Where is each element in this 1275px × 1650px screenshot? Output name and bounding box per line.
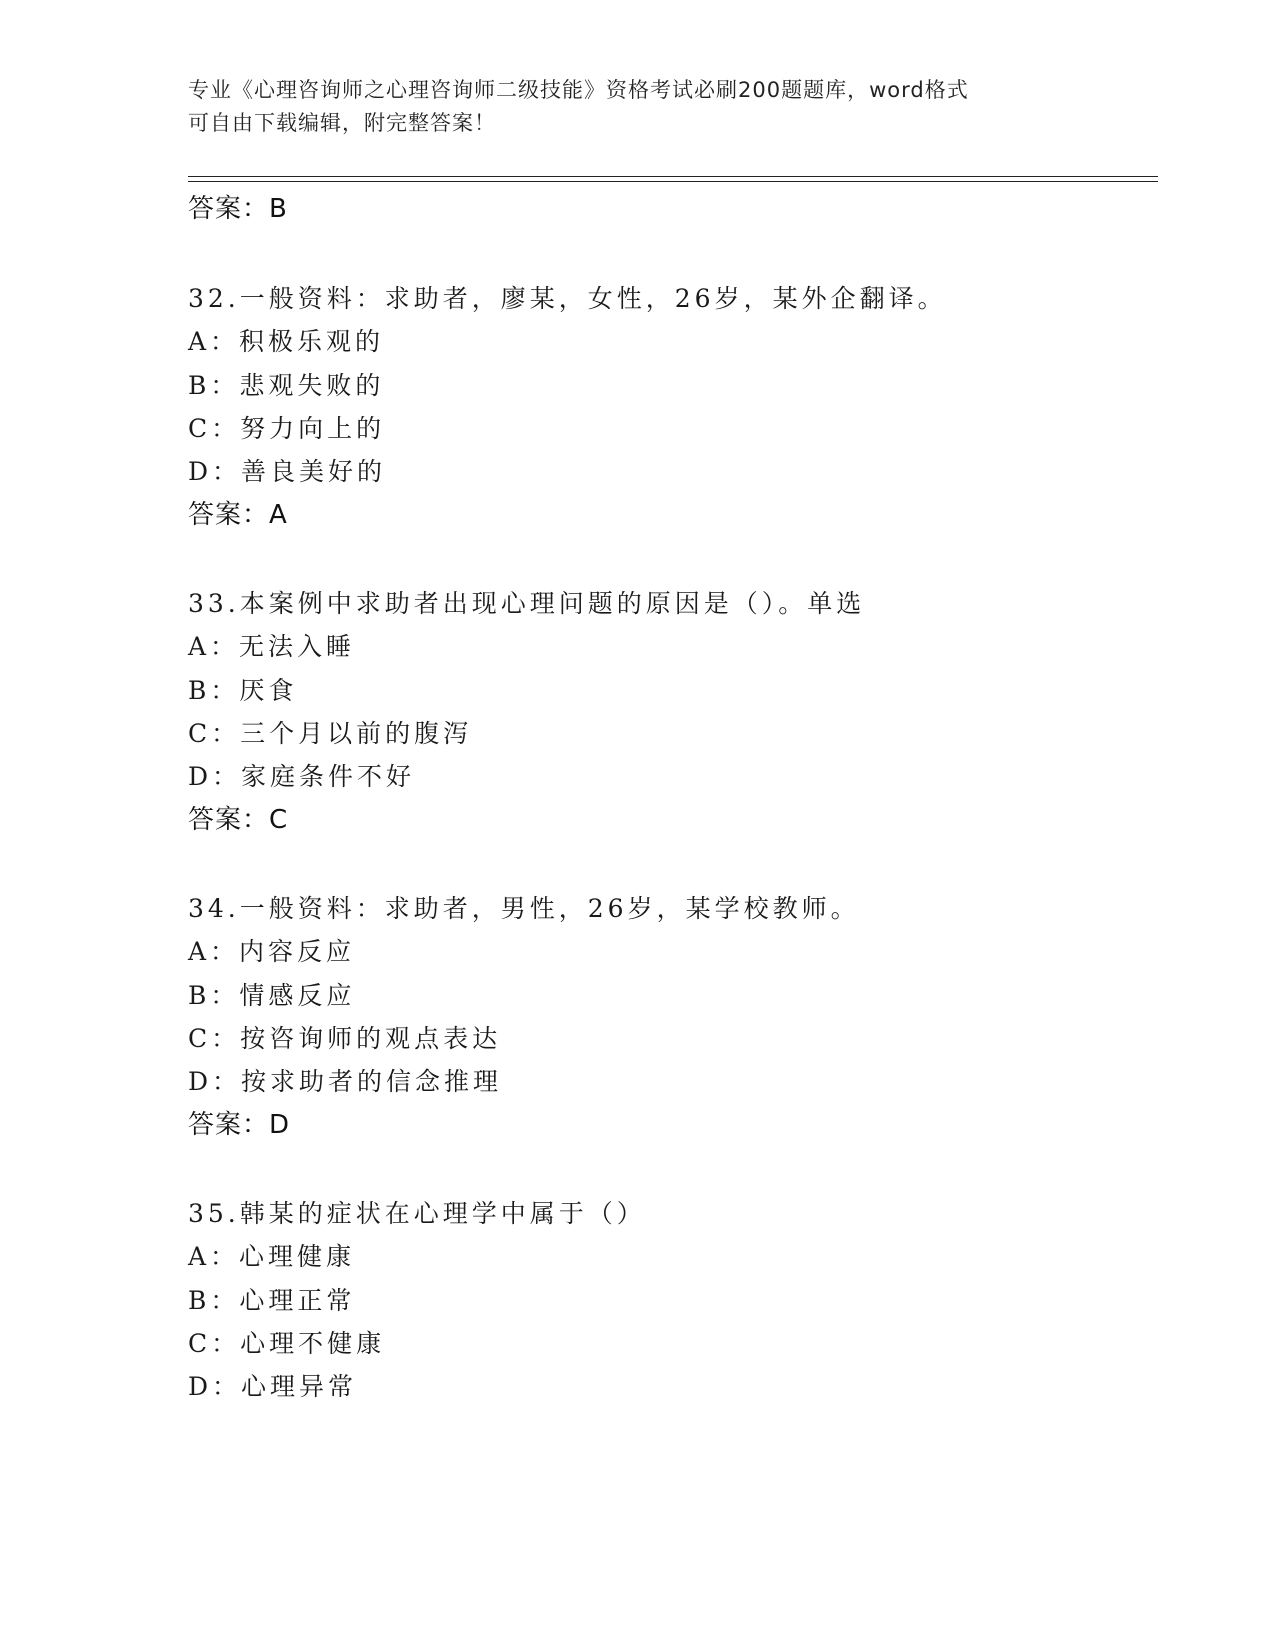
question-stem: 34.一般资料：求助者，男性，26岁，某学校教师。 <box>188 894 860 923</box>
option-d: D：按求助者的信念推理 <box>188 1067 503 1096</box>
previous-answer: 答案：B <box>188 194 288 224</box>
header-divider-bottom <box>188 181 1158 182</box>
answer: 答案：A <box>188 500 288 530</box>
header-line-2: 可自由下载编辑，附完整答案！ <box>188 111 496 135</box>
answer: 答案：C <box>188 805 289 835</box>
option-c: C：心理不健康 <box>188 1329 386 1358</box>
answer: 答案：D <box>188 1110 291 1140</box>
header-line-1: 专业《心理咨询师之心理咨询师二级技能》资格考试必刷200题题库，word格式 <box>188 78 969 102</box>
page-header <box>188 74 1068 140</box>
option-a: A：无法入睡 <box>188 632 356 661</box>
option-c: C：三个月以前的腹泻 <box>188 719 473 748</box>
question-stem: 33.本案例中求助者出现心理问题的原因是（）。单选 <box>188 589 866 618</box>
option-a: A：心理健康 <box>188 1242 356 1271</box>
option-c: C：努力向上的 <box>188 414 386 443</box>
option-d: D：心理异常 <box>188 1372 358 1401</box>
option-d: D：家庭条件不好 <box>188 762 416 791</box>
option-c: C：按咨询师的观点表达 <box>188 1024 502 1053</box>
question-stem: 32.一般资料：求助者，廖某，女性，26岁，某外企翻译。 <box>188 284 947 313</box>
option-d: D：善良美好的 <box>188 457 387 486</box>
option-b: B：心理正常 <box>188 1286 356 1315</box>
option-b: B：情感反应 <box>188 981 356 1010</box>
header-divider-top <box>188 176 1158 177</box>
option-a: A：积极乐观的 <box>188 327 385 356</box>
question-stem: 35.韩某的症状在心理学中属于（） <box>188 1199 646 1228</box>
option-b: B：厌食 <box>188 676 298 705</box>
option-b: B：悲观失败的 <box>188 371 385 400</box>
option-a: A：内容反应 <box>188 937 356 966</box>
